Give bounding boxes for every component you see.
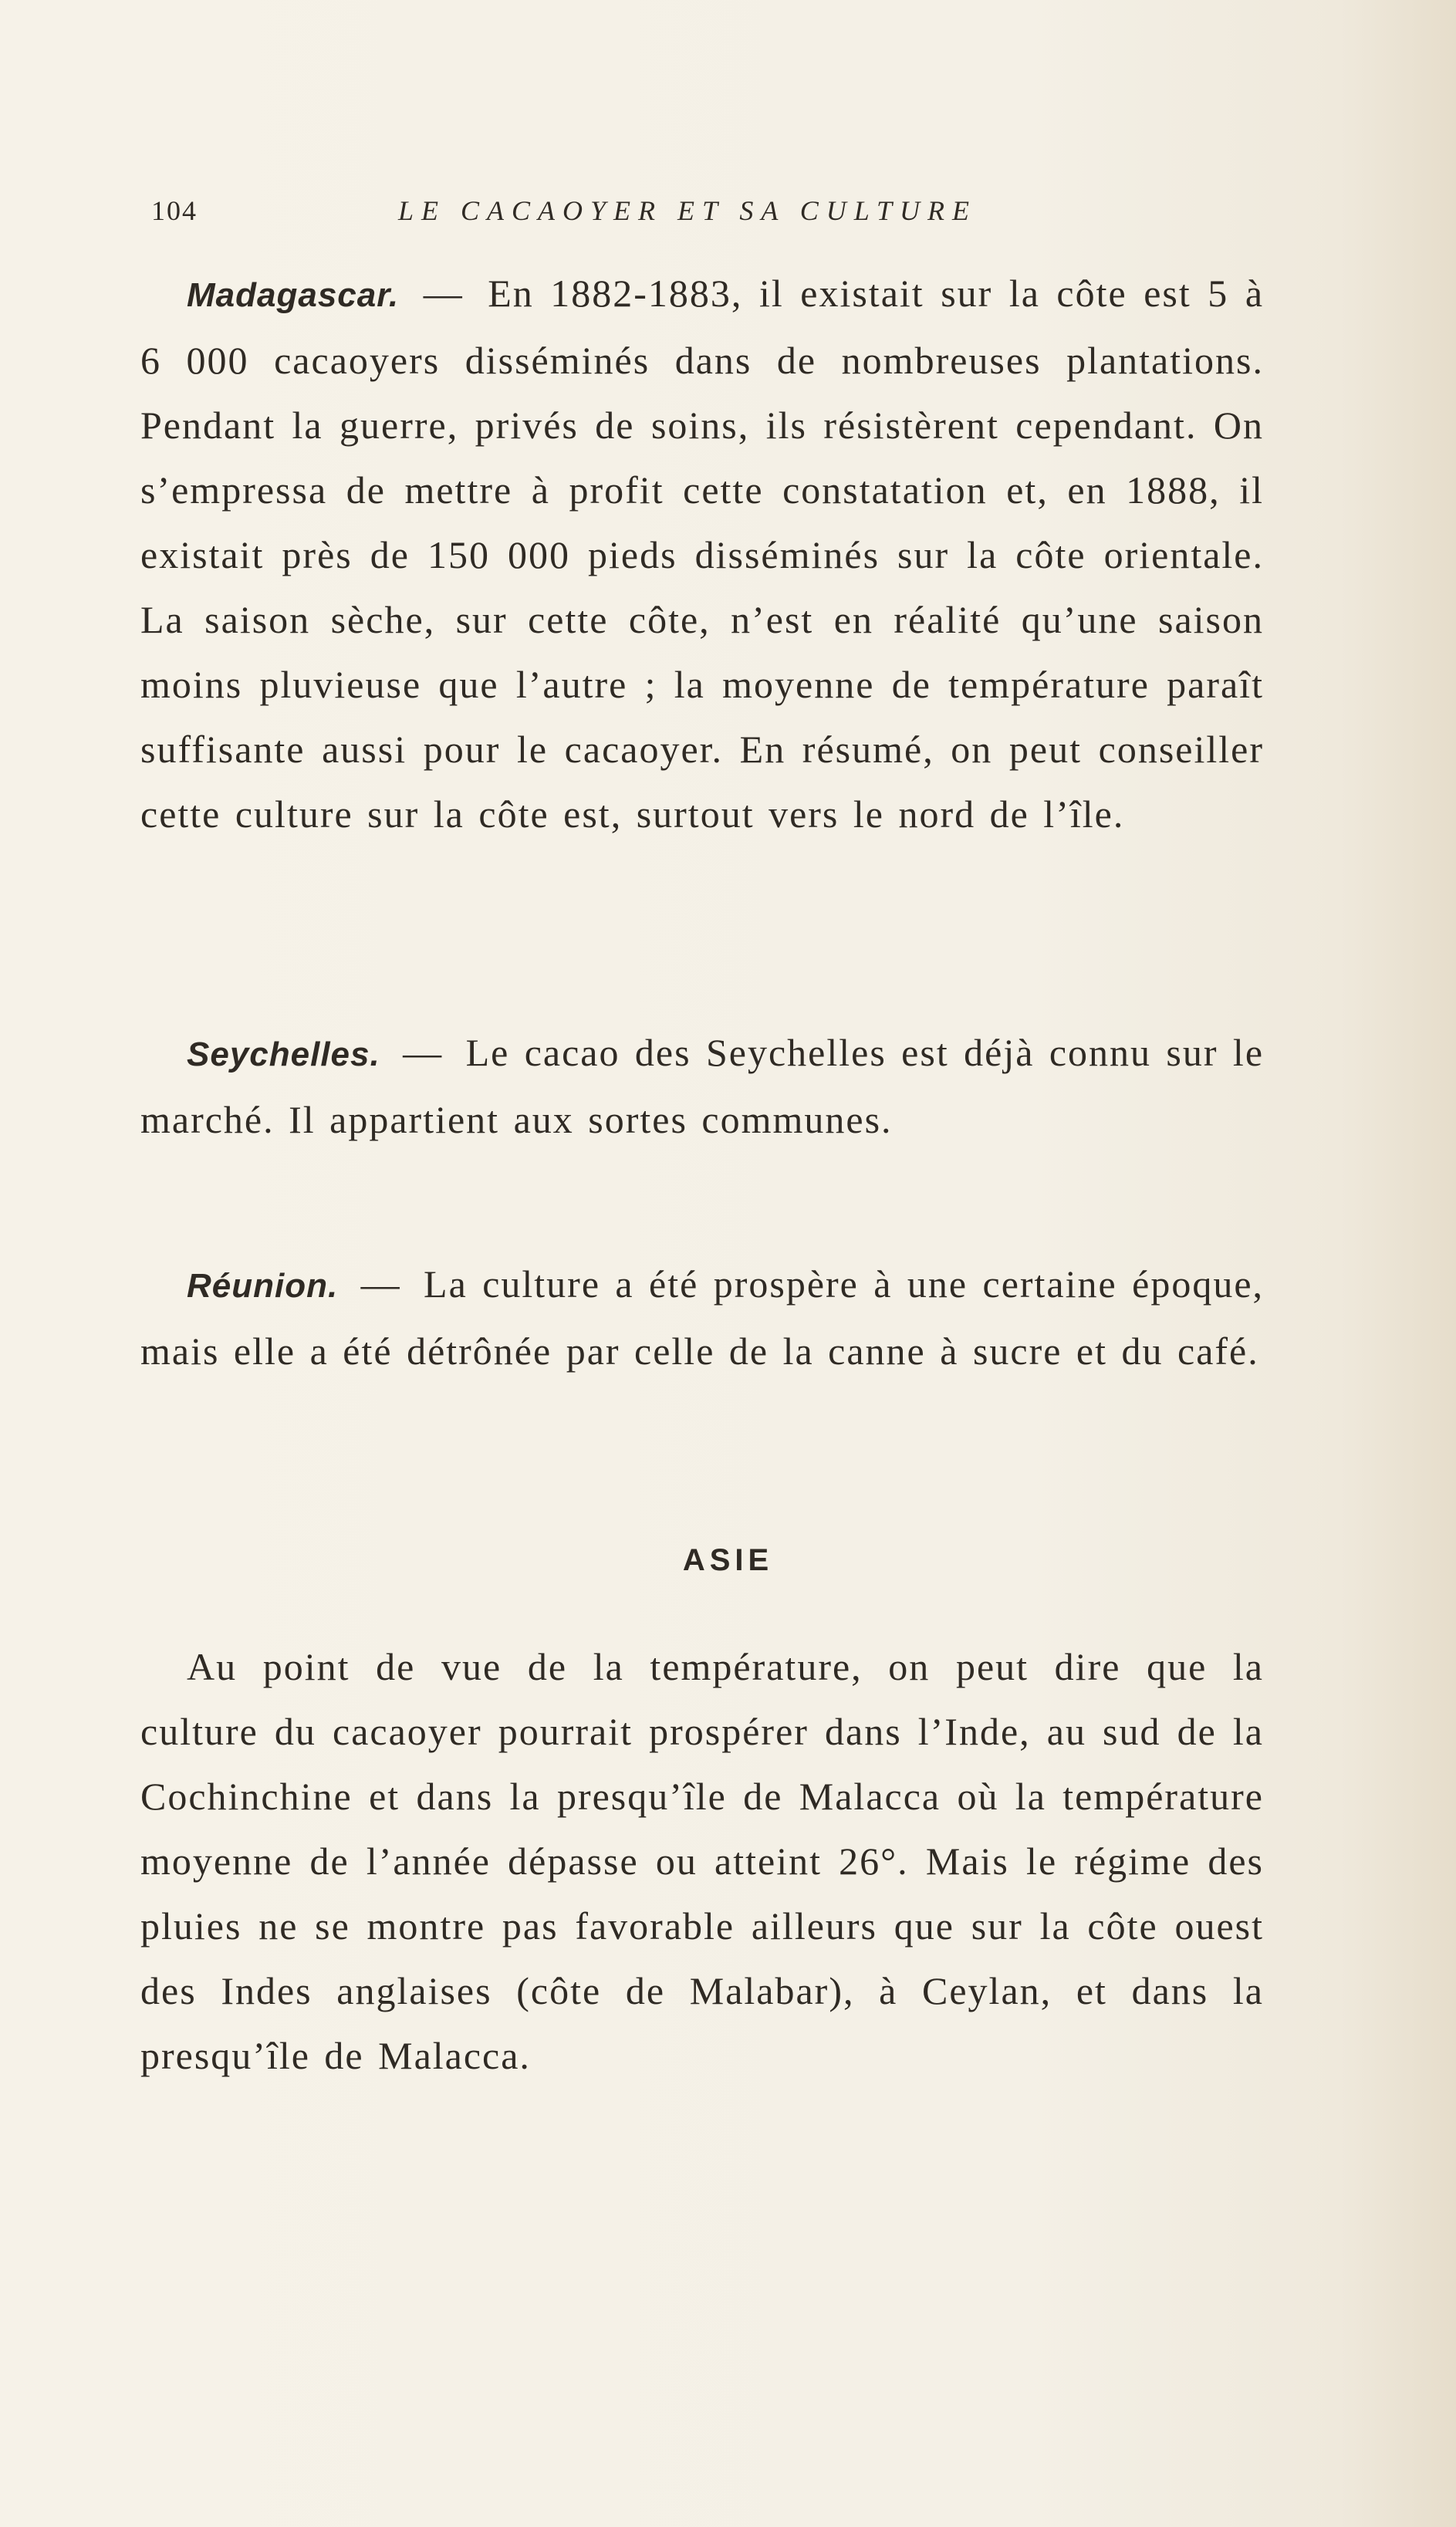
section-title-madagascar: Madagascar. (187, 276, 400, 314)
em-dash: — (423, 272, 464, 315)
paragraph-seychelles (140, 1020, 1264, 1152)
paragraph-reunion (140, 1252, 1264, 1383)
section-heading-asie: ASIE (682, 1543, 774, 1577)
paragraph-text-reunion: La culture a été prospère à une certaine époque, mais elle a été détrônée par celle de la canne à sucre et du café. (140, 1262, 1265, 1373)
page-number: 104 (151, 195, 198, 226)
em-dash: — (360, 1262, 401, 1306)
running-title: LE CACAOYER ET SA CULTURE (398, 195, 978, 226)
paragraph-text-madagascar: En 1882-1883, il existait sur la côte est 5 à 6 000 cacaoyers disséminés dans de nombreuses plantations. Pendant la guerre, privés de soins, ils résistèrent cependant. On s’empressa de mettre à profit cette constatation et, en 1888, il existait près de 150 000 pieds disséminés sur la côte orientale. La saison sèche, sur cette côte, n’est en réalité qu’une saison moins pluvieuse que l’autre ; la moyenne de température paraît suffisante aussi pour le cacaoyer. En résumé, on peut conseiller cette culture sur la côte est, surtout vers le nord de l’île. (140, 272, 1265, 836)
section-seychelles (140, 1020, 1264, 1152)
section-title-seychelles: Seychelles. (187, 1035, 380, 1073)
paragraph-asie: Au point de vue de la température, on peut dire que la culture du cacaoyer pourrait prospérer dans l’Inde, au sud de la Cochinchine et dans la presqu’île de Malacca où la température moyenne de l’année dépasse ou atteint 26°. Mais le régime des pluies ne se montre pas favorable ailleurs que sur la côte ouest des Indes anglaises (côte de Malabar), à Ceylan, et dans la presqu’île de Malacca. (140, 1645, 1264, 2077)
section-title-reunion: Réunion. (187, 1267, 339, 1305)
paragraph-madagascar (140, 261, 1264, 846)
section-asie (140, 1634, 1264, 2088)
em-dash: — (403, 1031, 444, 1074)
section-madagascar (140, 261, 1264, 846)
page-header (151, 194, 1262, 233)
section-reunion (140, 1252, 1264, 1383)
paragraph-text-seychelles: Le cacao des Seychelles est déjà connu sur le marché. Il appartient aux sortes communes. (140, 1031, 1265, 1141)
